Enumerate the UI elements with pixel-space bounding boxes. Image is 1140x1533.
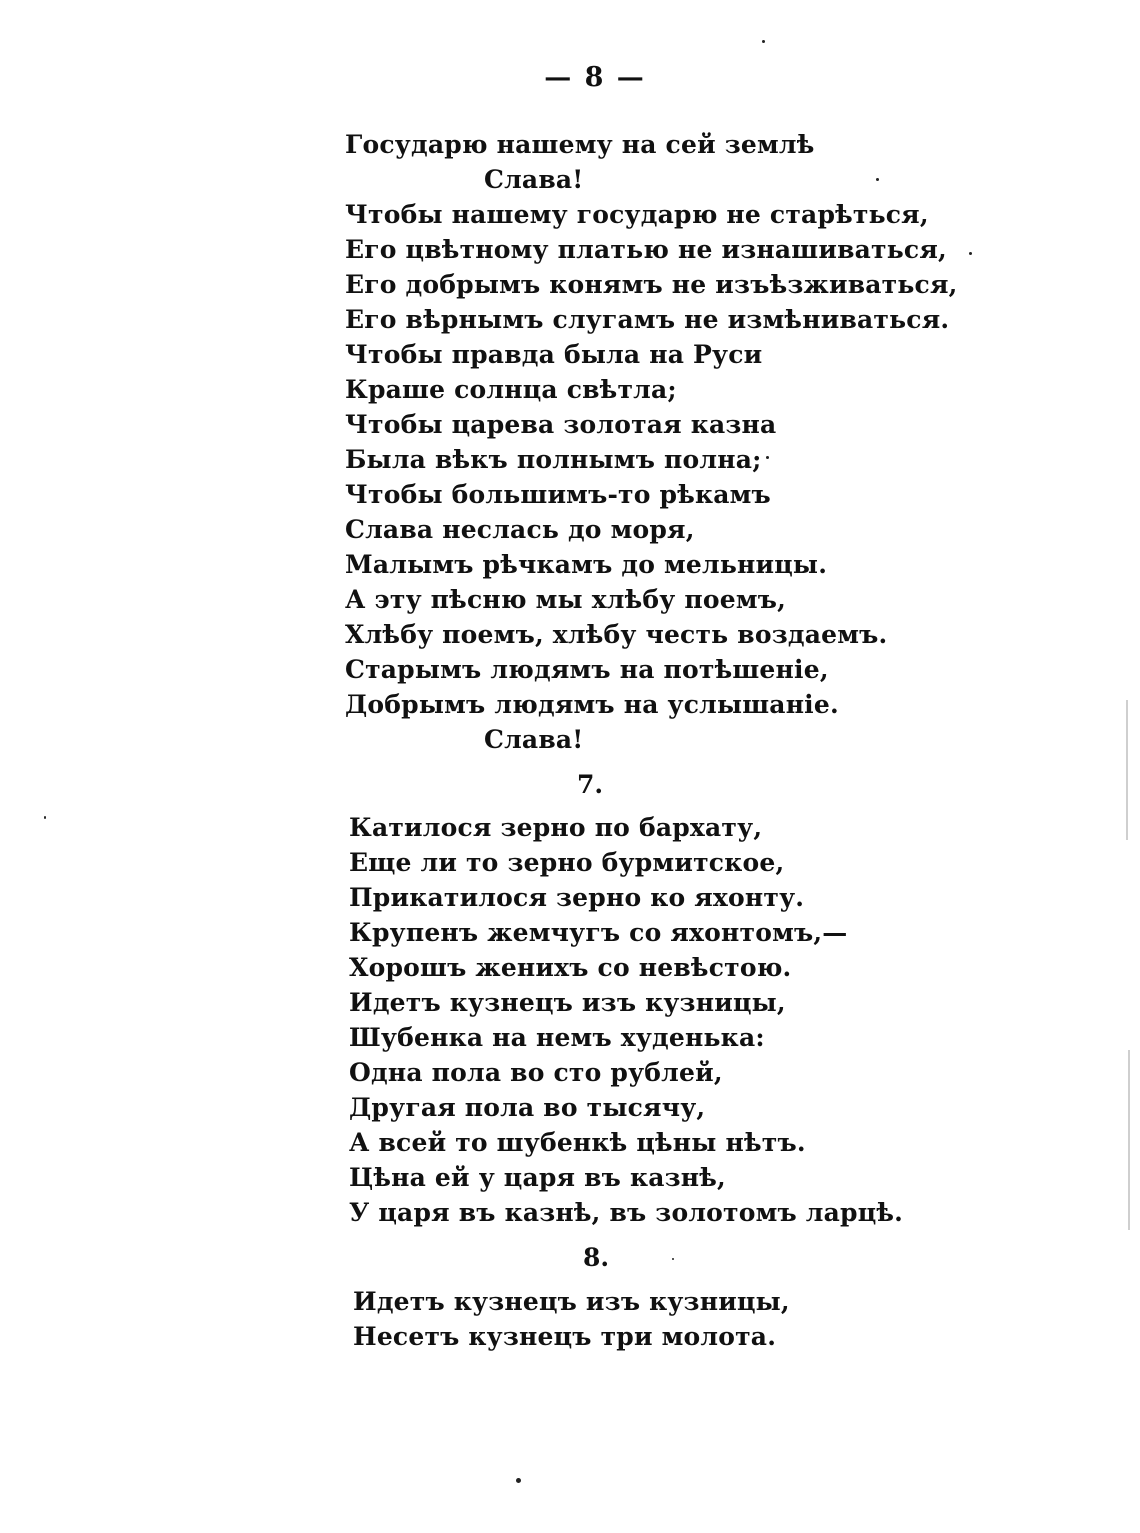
poem-7-number: 7. (576, 770, 604, 799)
verse-line: Хлѣбу поемъ, хлѣбу честь воздаемъ. (345, 620, 888, 649)
verse-line: Шубенка на немъ худенька: (349, 1023, 765, 1052)
verse-line: Государю нашему на сей землѣ (345, 130, 815, 159)
verse-line: Добрымъ людямъ на услышаніе. (345, 690, 839, 719)
verse-line: Чтобы правда была на Руси (345, 340, 763, 369)
scan-speck (766, 456, 769, 459)
poem-8-number: 8. (582, 1243, 610, 1272)
verse-line: Его цвѣтному платью не изнашиваться, (345, 235, 947, 264)
scan-speck (969, 252, 972, 255)
scan-speck (44, 816, 46, 819)
poem-6-text (345, 127, 958, 757)
verse-line: Чтобы царева золотая казна (345, 410, 777, 439)
verse-line: Несетъ кузнецъ три молота. (353, 1322, 777, 1351)
verse-line: Цѣна ей у царя въ казнѣ, (349, 1163, 726, 1192)
poem-8-text (353, 1284, 790, 1354)
verse-line: Малымъ рѣчкамъ до мельницы. (345, 550, 828, 579)
verse-line: У царя въ казнѣ, въ золотомъ ларцѣ. (349, 1198, 904, 1227)
verse-line: Прикатилося зерно ко яхонту. (349, 883, 805, 912)
verse-line: Идетъ кузнецъ изъ кузницы, (349, 988, 786, 1017)
verse-line: Другая пола во тысячу, (349, 1093, 706, 1122)
verse-line: Его вѣрнымъ слугамъ не измѣниваться. (345, 305, 950, 334)
verse-line: Была вѣкъ полнымъ полна; (345, 445, 762, 474)
scan-speck (516, 1478, 521, 1483)
verse-line: Старымъ людямъ на потѣшеніе, (345, 655, 829, 684)
scan-edge-line (1128, 1050, 1130, 1230)
verse-line: Краше солнца свѣтла; (345, 375, 677, 404)
scan-speck (672, 1258, 674, 1260)
poem-7-text (349, 810, 903, 1230)
verse-line: А эту пѣсню мы хлѣбу поемъ, (345, 585, 787, 614)
verse-line: Катилося зерно по бархату, (349, 813, 763, 842)
verse-line: А всей то шубенкѣ цѣны нѣтъ. (349, 1128, 806, 1157)
verse-line: Еще ли то зерно бурмитское, (349, 848, 785, 877)
scan-speck (876, 178, 879, 181)
verse-line: Хорошъ женихъ со невѣстою. (349, 953, 792, 982)
scan-edge-line (1126, 700, 1128, 840)
refrain-line: Слава! (484, 725, 584, 754)
verse-line: Его добрымъ конямъ не изъѣзживаться, (345, 270, 958, 299)
verse-line: Одна пола во сто рублей, (349, 1058, 723, 1087)
scan-speck (762, 40, 765, 43)
refrain-line: Слава! (484, 165, 584, 194)
verse-line: Чтобы большимъ-то рѣкамъ (345, 480, 771, 509)
verse-line: Чтобы нашему государю не старѣться, (345, 200, 929, 229)
verse-line: Крупенъ жемчугъ со яхонтомъ,— (349, 918, 848, 947)
verse-line: Слава неслась до моря, (345, 515, 695, 544)
page-number: — 8 — (544, 62, 646, 93)
verse-line: Идетъ кузнецъ изъ кузницы, (353, 1287, 790, 1316)
